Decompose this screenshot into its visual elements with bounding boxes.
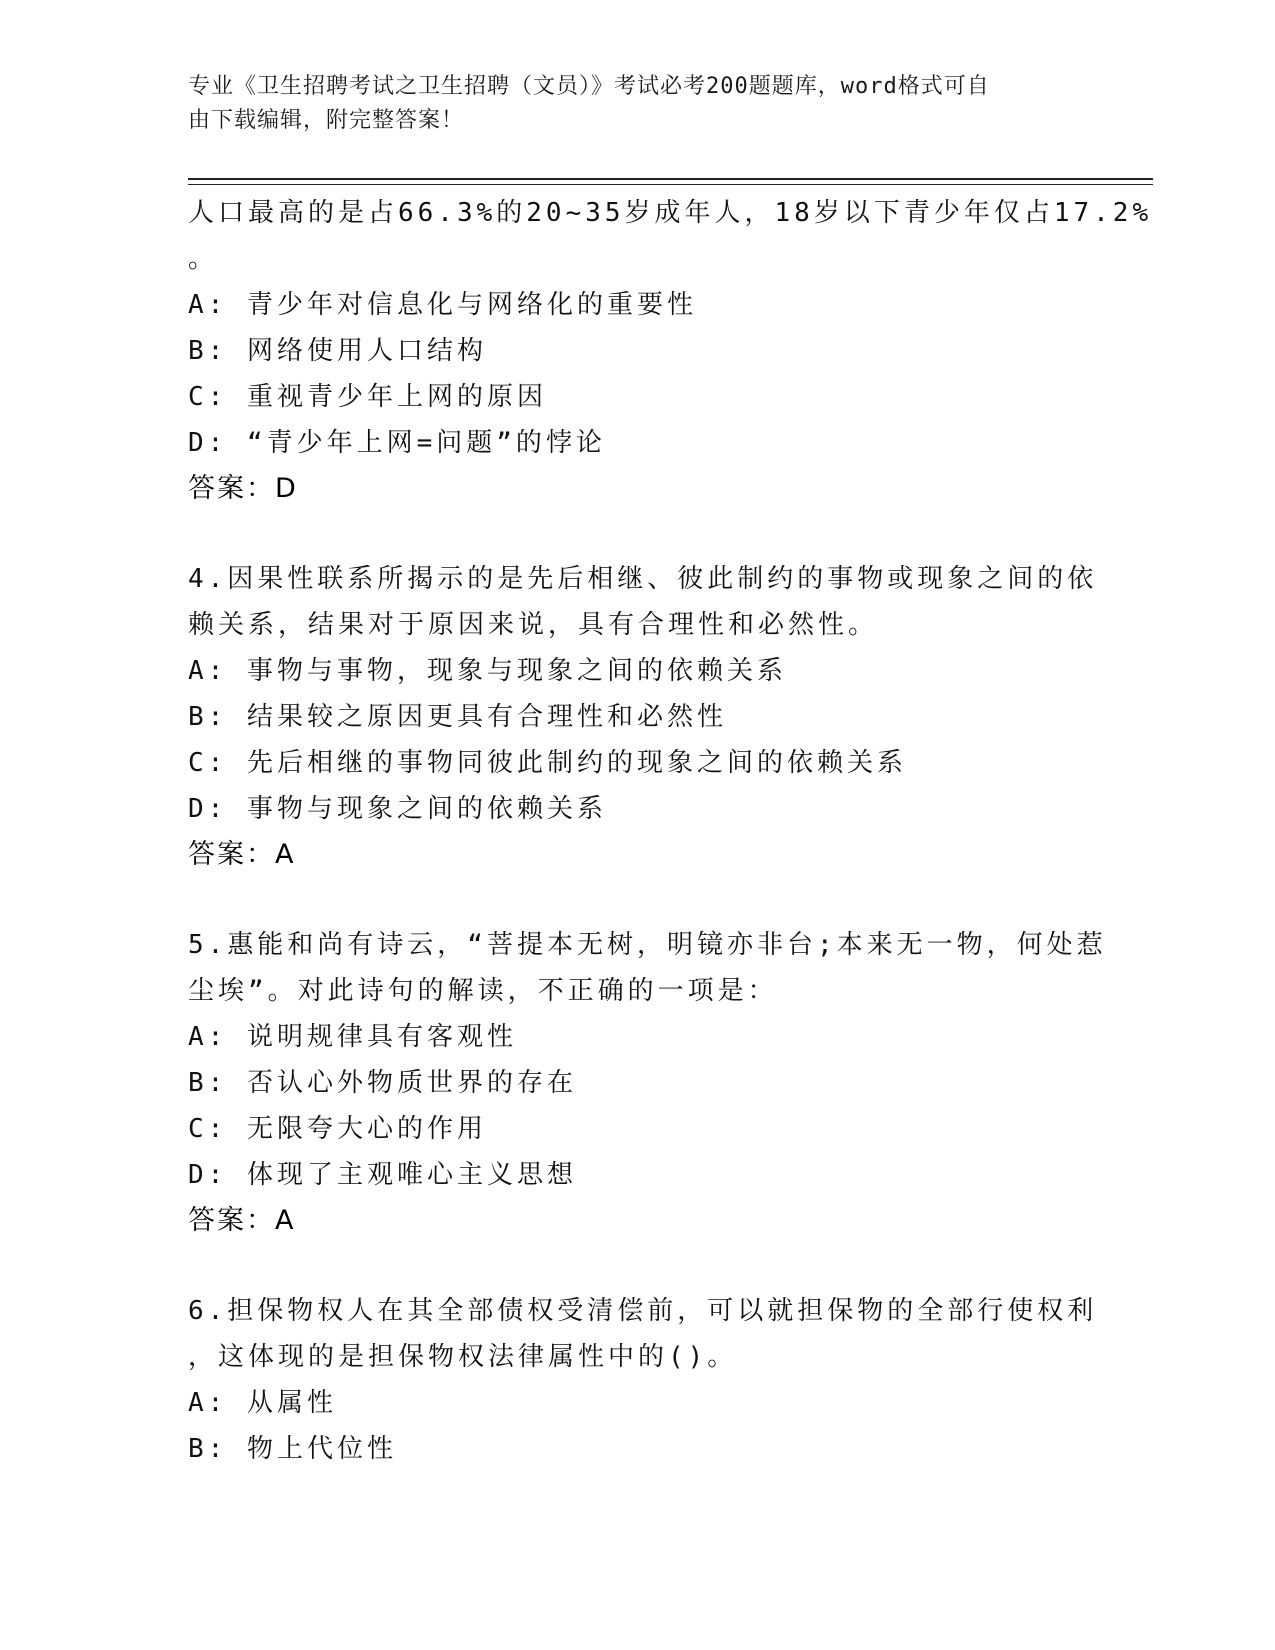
option-text: 重视青少年上网的原因 — [246, 382, 547, 412]
answer-line: 答案：D — [188, 473, 298, 504]
option-label: C: — [188, 1114, 228, 1144]
option-text: 体现了主观唯心主义思想 — [246, 1160, 577, 1190]
option-a — [188, 648, 1098, 694]
question-stem-line: 人口最高的是占66.3%的20~35岁成年人，18岁以下青少年仅占17.2% — [188, 198, 1153, 228]
option-b — [188, 1060, 1098, 1106]
option-label: D: — [188, 794, 228, 824]
option-b — [188, 694, 1098, 740]
spacer — [188, 1244, 1098, 1288]
question-stem-line: 赖关系，结果对于原因来说，具有合理性和必然性。 — [188, 610, 879, 640]
option-label: D: — [188, 428, 228, 458]
option-d — [188, 786, 1098, 832]
option-label: A: — [188, 656, 228, 686]
option-b — [188, 1426, 1098, 1472]
option-label: A: — [188, 290, 228, 320]
option-c — [188, 740, 1098, 786]
document-header — [188, 70, 1078, 138]
option-text: “青少年上网=问题”的悖论 — [246, 428, 606, 458]
option-label: B: — [188, 1434, 228, 1464]
option-text: 结果较之原因更具有合理性和必然性 — [246, 702, 727, 732]
question-stem-line: 6.担保物权人在其全部债权受清偿前，可以就担保物的全部行使权利 — [188, 1296, 1098, 1326]
answer-line: 答案：A — [188, 839, 296, 870]
option-label: B: — [188, 1068, 228, 1098]
option-label: C: — [188, 748, 228, 778]
option-label: D: — [188, 1160, 228, 1190]
question-3-continuation — [188, 190, 1153, 512]
option-text: 事物与事物，现象与现象之间的依赖关系 — [246, 656, 787, 686]
document-body — [188, 190, 1153, 1472]
option-text: 先后相继的事物同彼此制约的现象之间的依赖关系 — [246, 748, 907, 778]
option-a — [188, 282, 1098, 328]
option-text: 物上代位性 — [246, 1434, 397, 1464]
answer-line: 答案：A — [188, 1205, 296, 1236]
option-text: 网络使用人口结构 — [246, 336, 487, 366]
header-divider-thick — [188, 178, 1153, 180]
question-stem-line: 4.因果性联系所揭示的是先后相继、彼此制约的事物或现象之间的依 — [188, 564, 1098, 594]
spacer — [188, 512, 1098, 556]
question-4 — [188, 556, 1098, 878]
spacer — [188, 878, 1098, 922]
question-6 — [188, 1288, 1098, 1472]
option-text: 从属性 — [246, 1388, 337, 1418]
option-d — [188, 420, 1098, 466]
question-stem-line: 。 — [188, 244, 219, 274]
question-stem-line: 5.惠能和尚有诗云，“菩提本无树，明镜亦非台;本来无一物，何处惹 — [188, 930, 1107, 960]
question-stem-line: 尘埃”。对此诗句的解读，不正确的一项是： — [188, 976, 778, 1006]
option-text: 否认心外物质世界的存在 — [246, 1068, 577, 1098]
option-label: B: — [188, 702, 228, 732]
option-c — [188, 1106, 1098, 1152]
option-b — [188, 328, 1098, 374]
option-text: 无限夸大心的作用 — [246, 1114, 487, 1144]
option-label: B: — [188, 336, 228, 366]
option-c — [188, 374, 1098, 420]
option-a — [188, 1380, 1098, 1426]
option-label: C: — [188, 382, 228, 412]
question-5 — [188, 922, 1107, 1244]
header-title-line-2: 由下载编辑，附完整答案！ — [188, 108, 465, 133]
option-text: 说明规律具有客观性 — [246, 1022, 517, 1052]
option-text: 事物与现象之间的依赖关系 — [246, 794, 607, 824]
option-a — [188, 1014, 1098, 1060]
option-d — [188, 1152, 1098, 1198]
question-stem-line: ，这体现的是担保物权法律属性中的()。 — [188, 1342, 738, 1372]
option-label: A: — [188, 1022, 228, 1052]
option-label: A: — [188, 1388, 228, 1418]
header-title-line-1: 专业《卫生招聘考试之卫生招聘（文员）》考试必考200题题库，word格式可自 — [188, 74, 990, 99]
header-divider-thin — [188, 184, 1153, 185]
option-text: 青少年对信息化与网络化的重要性 — [246, 290, 697, 320]
